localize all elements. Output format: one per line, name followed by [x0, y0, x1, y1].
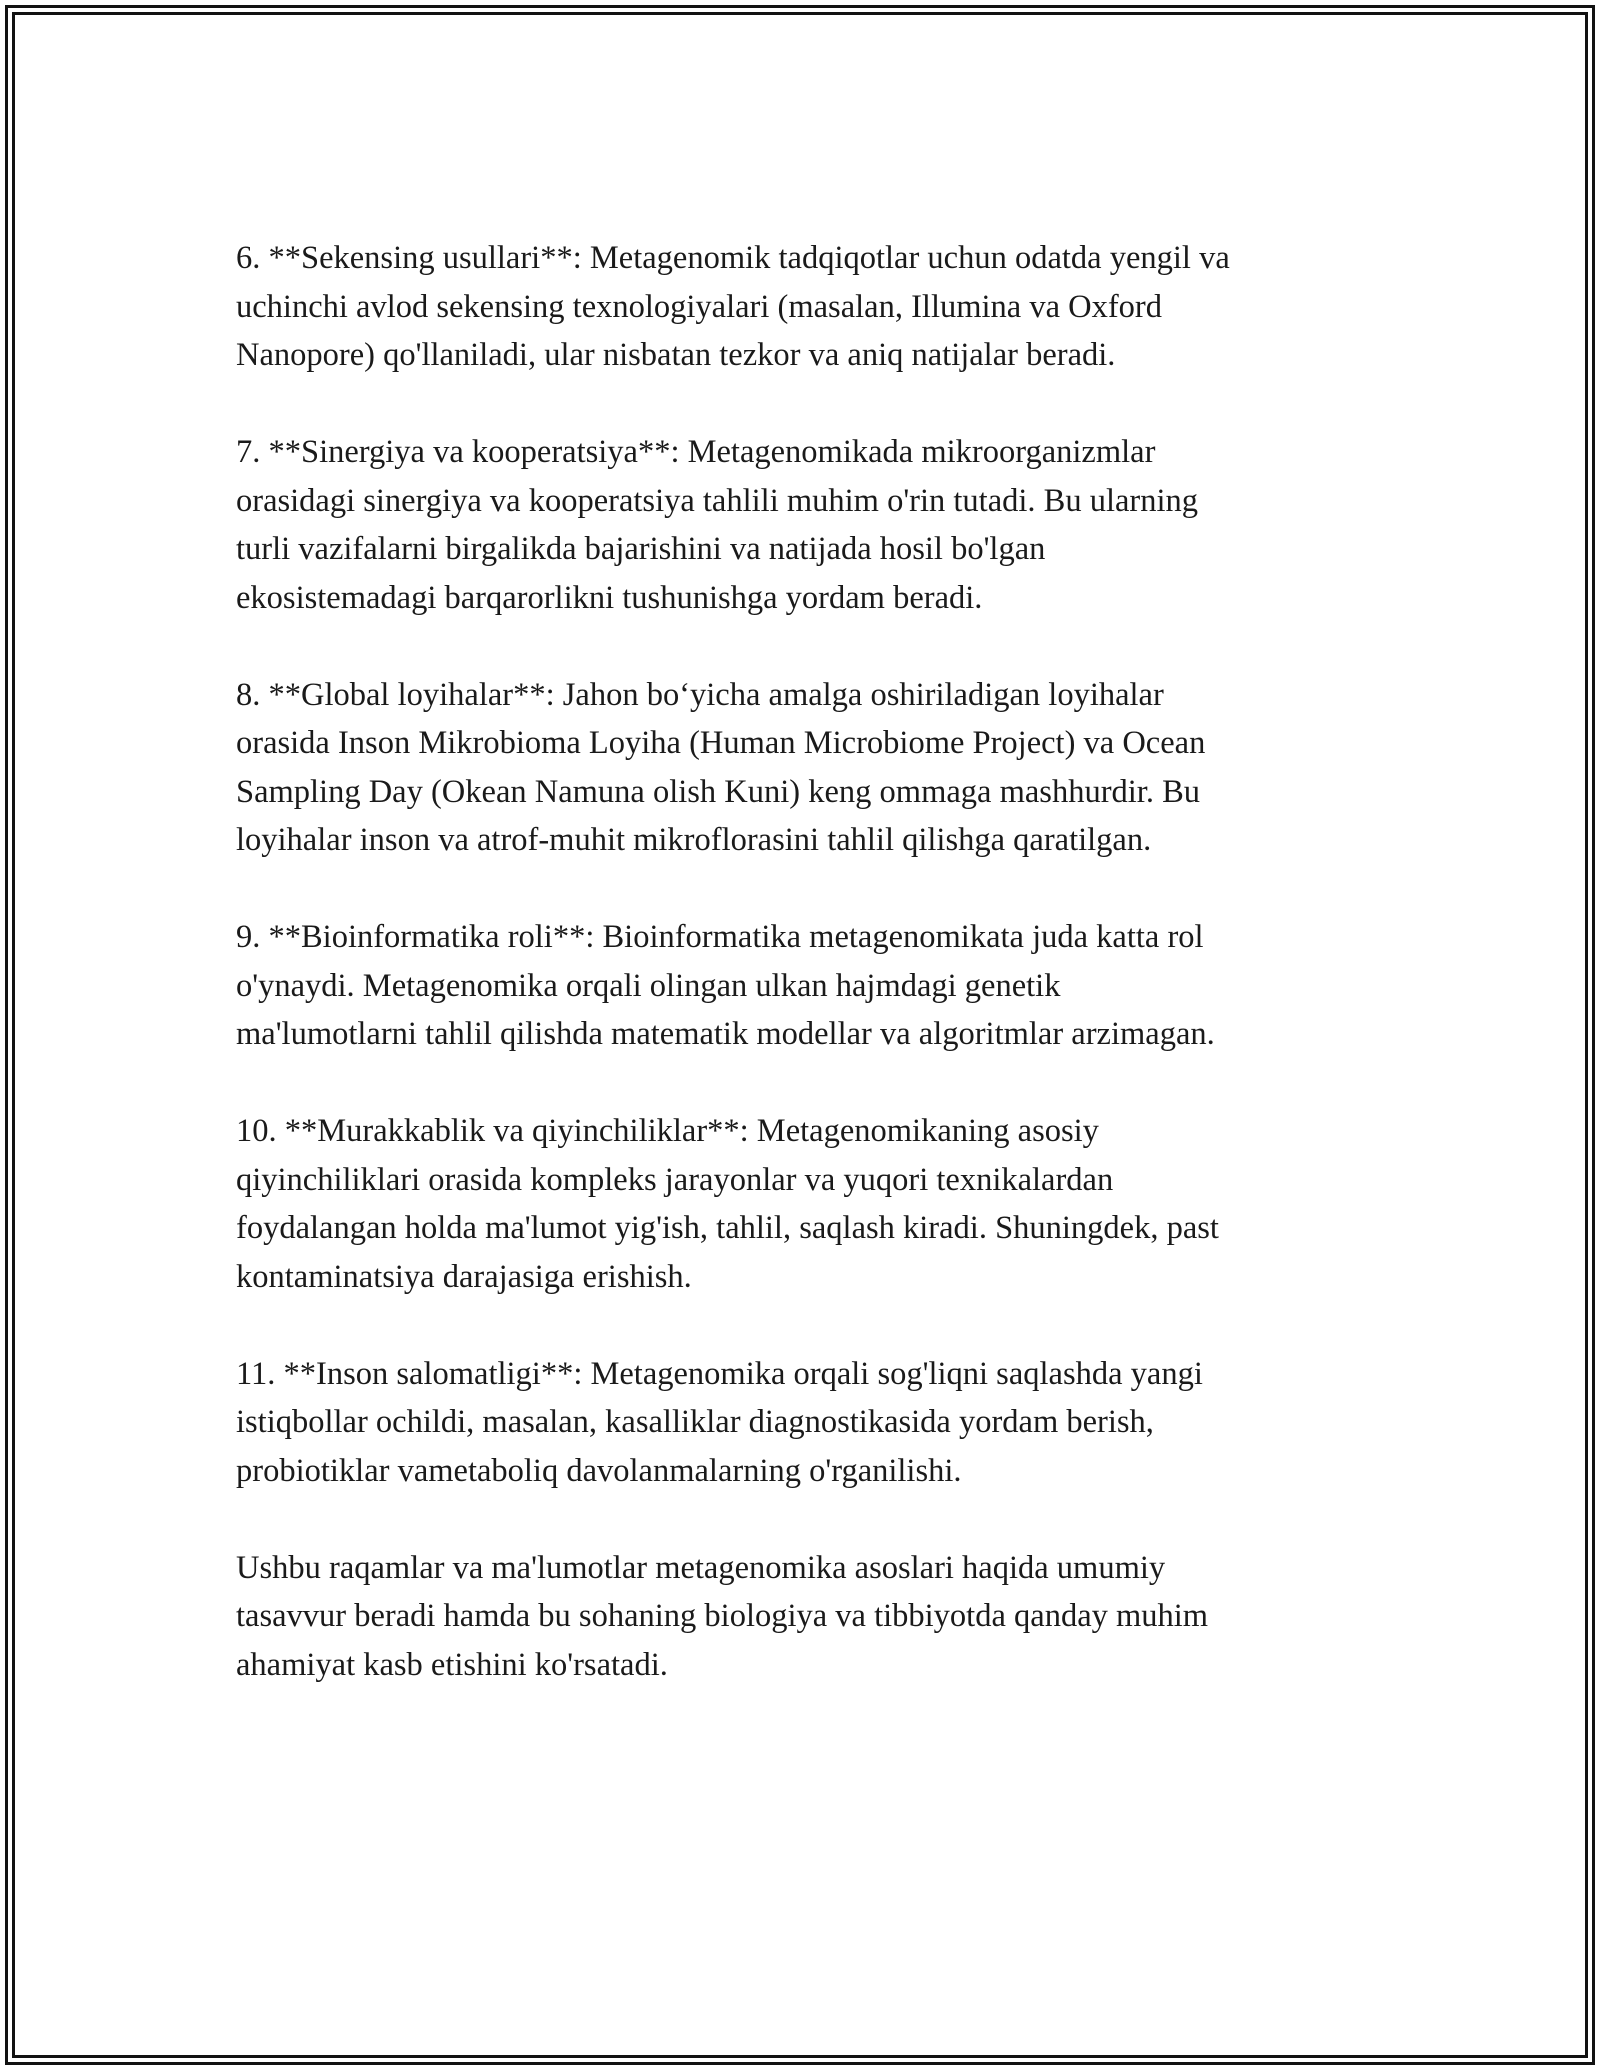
- paragraph-synergy-cooperation: [236, 428, 1386, 622]
- text-line: Nanopore) qo'llaniladi, ular nisbatan tezkor va aniq natijalar beradi.: [236, 337, 1116, 373]
- paragraph-global-projects: [236, 671, 1386, 865]
- text-line: turli vazifalarni birgalikda bajarishini va natijada hosil bo'lgan: [236, 531, 1046, 567]
- text-line: orasida Inson Mikrobioma Loyiha (Human Microbiome Project) va Ocean: [236, 725, 1206, 761]
- paragraph-sequencing-methods: [236, 234, 1386, 380]
- text-line: qiyinchiliklari orasida kompleks jarayonlar va yuqori texnikalardan: [236, 1161, 1114, 1198]
- text-line: istiqbollar ochildi, masalan, kasalliklar diagnostikasida yordam berish,: [236, 1404, 1154, 1440]
- text-line: 6. **Sekensing usullari**: Metagenomik tadqiqotlar uchun odatda yengil va: [236, 240, 1230, 276]
- text-line: uchinchi avlod sekensing texnologiyalari (masalan, Illumina va Oxford: [236, 288, 1162, 325]
- text-line: tasavvur beradi hamda bu sohaning biologiya va tibbiyotda qanday muhim: [236, 1598, 1209, 1634]
- paragraph-conclusion: [236, 1544, 1386, 1690]
- paragraph-complexity-challenges: [236, 1107, 1386, 1301]
- text-line: 7. **Sinergiya va kooperatsiya**: Metagenomikada mikroorganizmlar: [236, 434, 1156, 470]
- text-line: 11. **Inson salomatligi**: Metagenomika orqali sog'liqni saqlashda yangi: [236, 1355, 1203, 1392]
- text-line: ma'lumotlarni tahlil qilishda matematik modellar va algoritmlar arzimagan.: [236, 1016, 1215, 1052]
- text-line: Sampling Day (Okean Namuna olish Kuni) keng ommaga mashhurdir. Bu: [236, 773, 1201, 810]
- text-line: probiotiklar vametaboliq davolanmalarning o'rganilishi.: [236, 1452, 962, 1489]
- text-line: 10. **Murakkablik va qiyinchiliklar**: Metagenomikaning asosiy: [236, 1113, 1099, 1149]
- text-line: orasidagi sinergiya va kooperatsiya tahlili muhim o'rin tutadi. Bu ularning: [236, 482, 1199, 519]
- text-line: ekosistemadagi barqarorlikni tushunishga yordam beradi.: [236, 579, 983, 616]
- text-line: 9. **Bioinformatika roli**: Bioinformatika metagenomikata juda katta rol: [236, 919, 1204, 955]
- document-body: [236, 234, 1386, 1738]
- text-line: o'ynaydi. Metagenomika orqali olingan ulkan hajmdagi genetik: [236, 967, 1061, 1004]
- paragraph-human-health: [236, 1350, 1386, 1496]
- text-line: 8. **Global loyihalar**: Jahon bo‘yicha amalga oshiriladigan loyihalar: [236, 676, 1164, 713]
- paragraph-bioinformatics-role: [236, 913, 1386, 1059]
- text-line: kontaminatsiya darajasiga erishish.: [236, 1258, 692, 1295]
- text-line: foydalangan holda ma'lumot yig'ish, tahlil, saqlash kiradi. Shuningdek, past: [236, 1210, 1219, 1246]
- text-line: Ushbu raqamlar va ma'lumotlar metagenomika asoslari haqida umumiy: [236, 1549, 1166, 1586]
- text-line: ahamiyat kasb etishini ko'rsatadi.: [236, 1646, 668, 1683]
- text-line: loyihalar inson va atrof-muhit mikroflorasini tahlil qilishga qaratilgan.: [236, 822, 1152, 858]
